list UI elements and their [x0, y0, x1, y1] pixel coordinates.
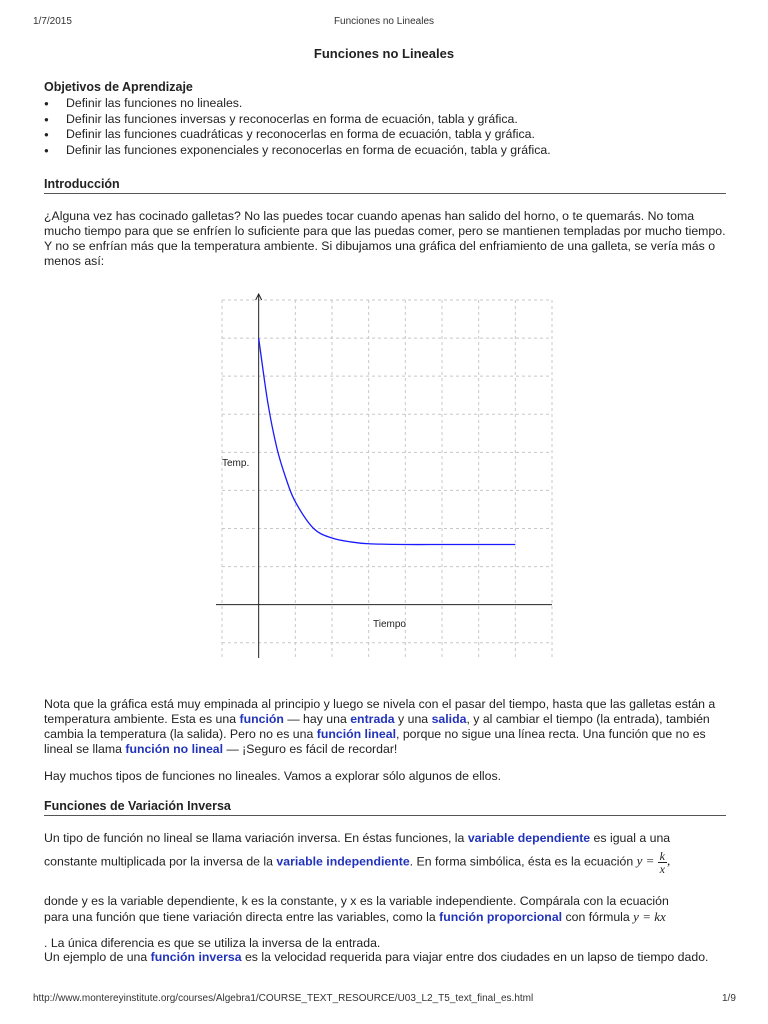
- note-text: Nota que la gráfica está muy empinada al principio y luego se nivela con el pasar del tiempo, hasta que las galletas están a temperatura ambiente. Esta es una: [44, 697, 716, 726]
- fraction-denominator: x: [659, 862, 665, 876]
- objective-item: ● Definir las funciones exponenciales y reconocerlas en forma de ecuación, tabla y gráfica.: [44, 143, 551, 159]
- inverse-example: [44, 950, 728, 965]
- inverse-line-2: [44, 850, 728, 875]
- note-paragraph: [44, 697, 728, 757]
- inverse-text: Un ejemplo de una: [44, 950, 151, 964]
- note-text: — hay una: [283, 712, 351, 726]
- inverse-text: Un tipo de función no lineal se llama variación inversa. En éstas funciones, la: [44, 831, 468, 845]
- y-axis-label: Temp.: [222, 458, 250, 469]
- inverse-text: . En forma simbólica, ésta es la ecuación: [409, 854, 637, 869]
- footer-url[interactable]: http://www.montereyinstitute.org/courses/Algebra1/COURSE_TEXT_RESOURCE/U03_L2_T5_text_final_es.html: [33, 993, 534, 1004]
- note-text: , porque no sigue una línea recta. Una función que no es lineal se llama: [44, 727, 706, 756]
- equation-inverse: [636, 849, 671, 876]
- term-funcion-proporcional[interactable]: función proporcional: [439, 910, 563, 924]
- fraction-numerator: k: [659, 849, 665, 863]
- print-title: Funciones no Lineales: [333, 16, 435, 27]
- inverse-line-4: [44, 909, 728, 925]
- term-funcion-lineal[interactable]: función lineal: [316, 727, 396, 741]
- inverse-text: para una función que tiene variación directa entre las variables, como la: [44, 910, 440, 924]
- inverse-text: es la velocidad requerida para viajar entre dos ciudades en un lapso de tiempo dado.: [241, 950, 709, 964]
- term-funcion-inversa[interactable]: función inversa: [150, 950, 242, 964]
- chart-axes: [216, 294, 552, 658]
- page-number: 1/9: [722, 993, 736, 1004]
- equation-tail: ,: [666, 853, 671, 869]
- intro-paragraph: ¿Alguna vez has cocinado galletas? No las puedes tocar cuando apenas han salido del horno, o te quemarás. No toma mucho tiempo para que se enfríen lo suficiente para que las puedas comer, pero se mantienen templadas por mucho tiempo. Y no se enfrían más que la temperatura ambiente. Si dibujamos una gráfica del enfriamiento de una galleta, se vería más o menos así:: [44, 209, 726, 268]
- term-funcion-no-lineal[interactable]: función no lineal: [125, 742, 224, 756]
- cooling-curve: [259, 338, 516, 544]
- inverse-line-5: . La única diferencia es que se utiliza la inversa de la entrada.: [44, 936, 381, 950]
- objectives-heading: Objetivos de Aprendizaje: [44, 80, 193, 94]
- term-funcion[interactable]: función: [239, 712, 284, 726]
- inverse-text: constante multiplicada por la inversa de la: [44, 854, 277, 869]
- note-text: y una: [394, 712, 432, 726]
- inverse-text: con fórmula: [562, 910, 634, 924]
- objective-item: ● Definir las funciones cuadráticas y reconocerlas en forma de ecuación, tabla y gráfica.: [44, 127, 551, 143]
- objective-item: ● Definir las funciones no lineales.: [44, 96, 551, 112]
- types-paragraph: Hay muchos tipos de funciones no lineales. Vamos a explorar sólo algunos de ellos.: [44, 769, 502, 783]
- equation-fraction: [658, 850, 667, 875]
- inverse-line-1: [44, 831, 728, 846]
- equation-lhs: y =: [636, 853, 655, 869]
- inverse-line-3: donde y es la variable dependiente, k es la constante, y x es la variable independiente. Compárala con la ecuación: [44, 894, 669, 908]
- equation-direct: y = kx: [633, 909, 666, 924]
- inverse-text: es igual a una: [590, 831, 671, 845]
- note-text: — ¡Seguro es fácil de recordar!: [223, 742, 398, 756]
- term-variable-dependiente[interactable]: variable dependiente: [467, 831, 591, 845]
- print-date: 1/7/2015: [33, 16, 72, 27]
- term-variable-independiente[interactable]: variable independiente: [276, 854, 410, 869]
- objectives-list: [44, 96, 551, 159]
- x-axis-label: Tiempo: [373, 619, 406, 630]
- section-divider: [44, 193, 726, 194]
- page-title: Funciones no Lineales: [313, 46, 455, 61]
- cooling-chart: [200, 290, 570, 660]
- intro-heading: Introducción: [44, 177, 120, 191]
- objective-item: ● Definir las funciones inversas y reconocerlas en forma de ecuación, tabla y gráfica.: [44, 112, 551, 128]
- term-salida[interactable]: salida: [431, 712, 467, 726]
- section-divider: [44, 815, 726, 816]
- note-text: , y al cambiar el tiempo (la entrada), también cambia la temperatura (la salida). Pero no es una: [44, 712, 710, 741]
- term-entrada[interactable]: entrada: [350, 712, 395, 726]
- inverse-heading: Funciones de Variación Inversa: [44, 799, 231, 813]
